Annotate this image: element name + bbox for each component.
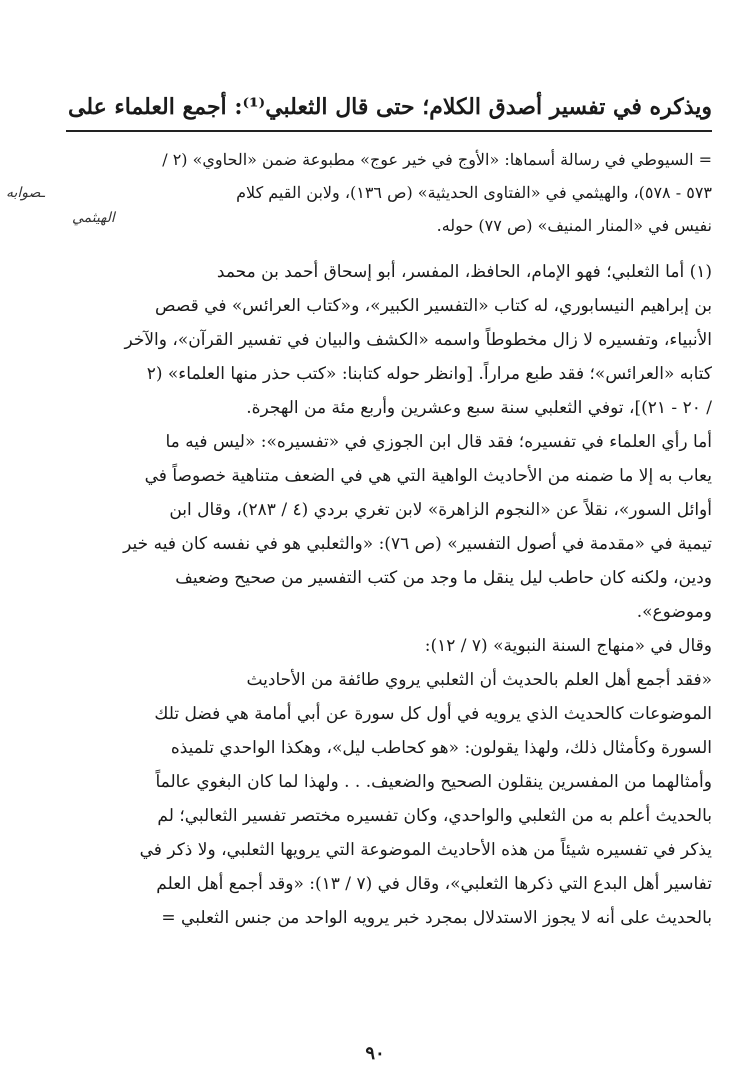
footnote-line: تفاسير أهل البدع التي ذكرها الثعلبي»، وقال في (٧ / ١٣): «وقد أجمع أهل العلم: [156, 874, 712, 894]
footnote-continuation-line: ٥٧٣ - ٥٧٨)، والهيثمي في «الفتاوى الحديثية» (ص ١٣٦)، ولابن القيم كلام: [236, 183, 712, 202]
footnote-line: كتابه «العرائس»؛ فقد طبع مراراً. [وانظر حوله كتابنا: «كتب حذر منها العلماء» (٢: [146, 364, 712, 384]
footnote-line: أما رأي العلماء في تفسيره؛ فقد قال ابن الجوزي في «تفسيره»: «ليس فيه ما: [165, 432, 712, 452]
header-divider: [66, 130, 712, 132]
page-header-line: ويذكره في تفسير أصدق الكلام؛ حتى قال الثعلبي⁽¹⁾: أجمع العلماء على: [67, 94, 712, 120]
footnote-line: ودين، ولكنه كان حاطب ليل ينقل ما وجد من كتب التفسير من صحيح وضعيف: [175, 568, 712, 588]
footnote-line: بن إبراهيم النيسابوري، له كتاب «التفسير الكبير»، و«كتاب العرائس» في قصص: [155, 296, 712, 316]
footnote-line: السورة وكأمثال ذلك، ولهذا يقولون: «هو كحاطب ليل»، وهكذا الواحدي تلميذه: [170, 738, 712, 758]
handwritten-margin-note: ـصوابه: [6, 185, 45, 201]
footnote-line: وأمثالهما من المفسرين ينقلون الصحيح والضعيف. . . ولهذا لما كان البغوي عالماً: [155, 772, 712, 792]
footnote-continuation-line: = السيوطي في رسالة أسماها: «الأوج في خير عوج» مطبوعة ضمن «الحاوي» (٢ /: [162, 150, 712, 169]
footnote-line: يعاب به إلا ما ضمنه من الأحاديث الواهية التي هي في الضعف متناهية خصوصاً في: [144, 466, 712, 486]
footnote-continuation-line: نفيس في «المنار المنيف» (ص ٧٧) حوله.: [436, 216, 712, 235]
footnote-line: (١) أما الثعلبي؛ فهو الإمام، الحافظ، المفسر، أبو إسحاق أحمد بن محمد: [216, 262, 712, 282]
footnote-line: أوائل السور»، نقلاً عن «النجوم الزاهرة» لابن تغري بردي (٤ / ٢٨٣)، وقال ابن: [169, 500, 712, 520]
page-number: ٩٠: [365, 1043, 385, 1064]
footnote-line: تيمية في «مقدمة في أصول التفسير» (ص ٧٦): «والثعلبي هو في نفسه كان فيه خير: [123, 534, 712, 554]
footnote-line: / ٢٠ - ٢١)]، توفي الثعلبي سنة سبع وعشرين وأربع مئة من الهجرة.: [246, 398, 712, 418]
footnote-line: وقال في «منهاج السنة النبوية» (٧ / ١٢):: [424, 636, 712, 656]
footnote-line: بالحديث أعلم به من الثعلبي والواحدي، وكان تفسيره مختصر تفسير الثعالبي؛ لم: [157, 806, 712, 826]
footnote-line: الموضوعات كالحديث الذي يرويه في أول كل سورة عن أبي أمامة هي فضل تلك: [154, 704, 712, 724]
handwritten-margin-note: الهيثمي: [72, 210, 115, 226]
footnote-line: وموضوع».: [636, 602, 712, 622]
footnote-line: بالحديث على أنه لا يجوز الاستدلال بمجرد خبر يرويه الواحد من جنس الثعلبي =: [161, 908, 712, 928]
footnote-line: الأنبياء، وتفسيره لا زال مخطوطاً واسمه «الكشف والبيان في تفسير القرآن»، والآخر: [124, 330, 712, 350]
footnote-line: «فقد أجمع أهل العلم بالحديث أن الثعلبي يروي طائفة من الأحاديث: [246, 670, 712, 690]
footnote-line: يذكر في تفسيره شيئاً من هذه الأحاديث الموضوعة التي يرويها الثعلبي، ولا ذكر في: [139, 840, 712, 860]
